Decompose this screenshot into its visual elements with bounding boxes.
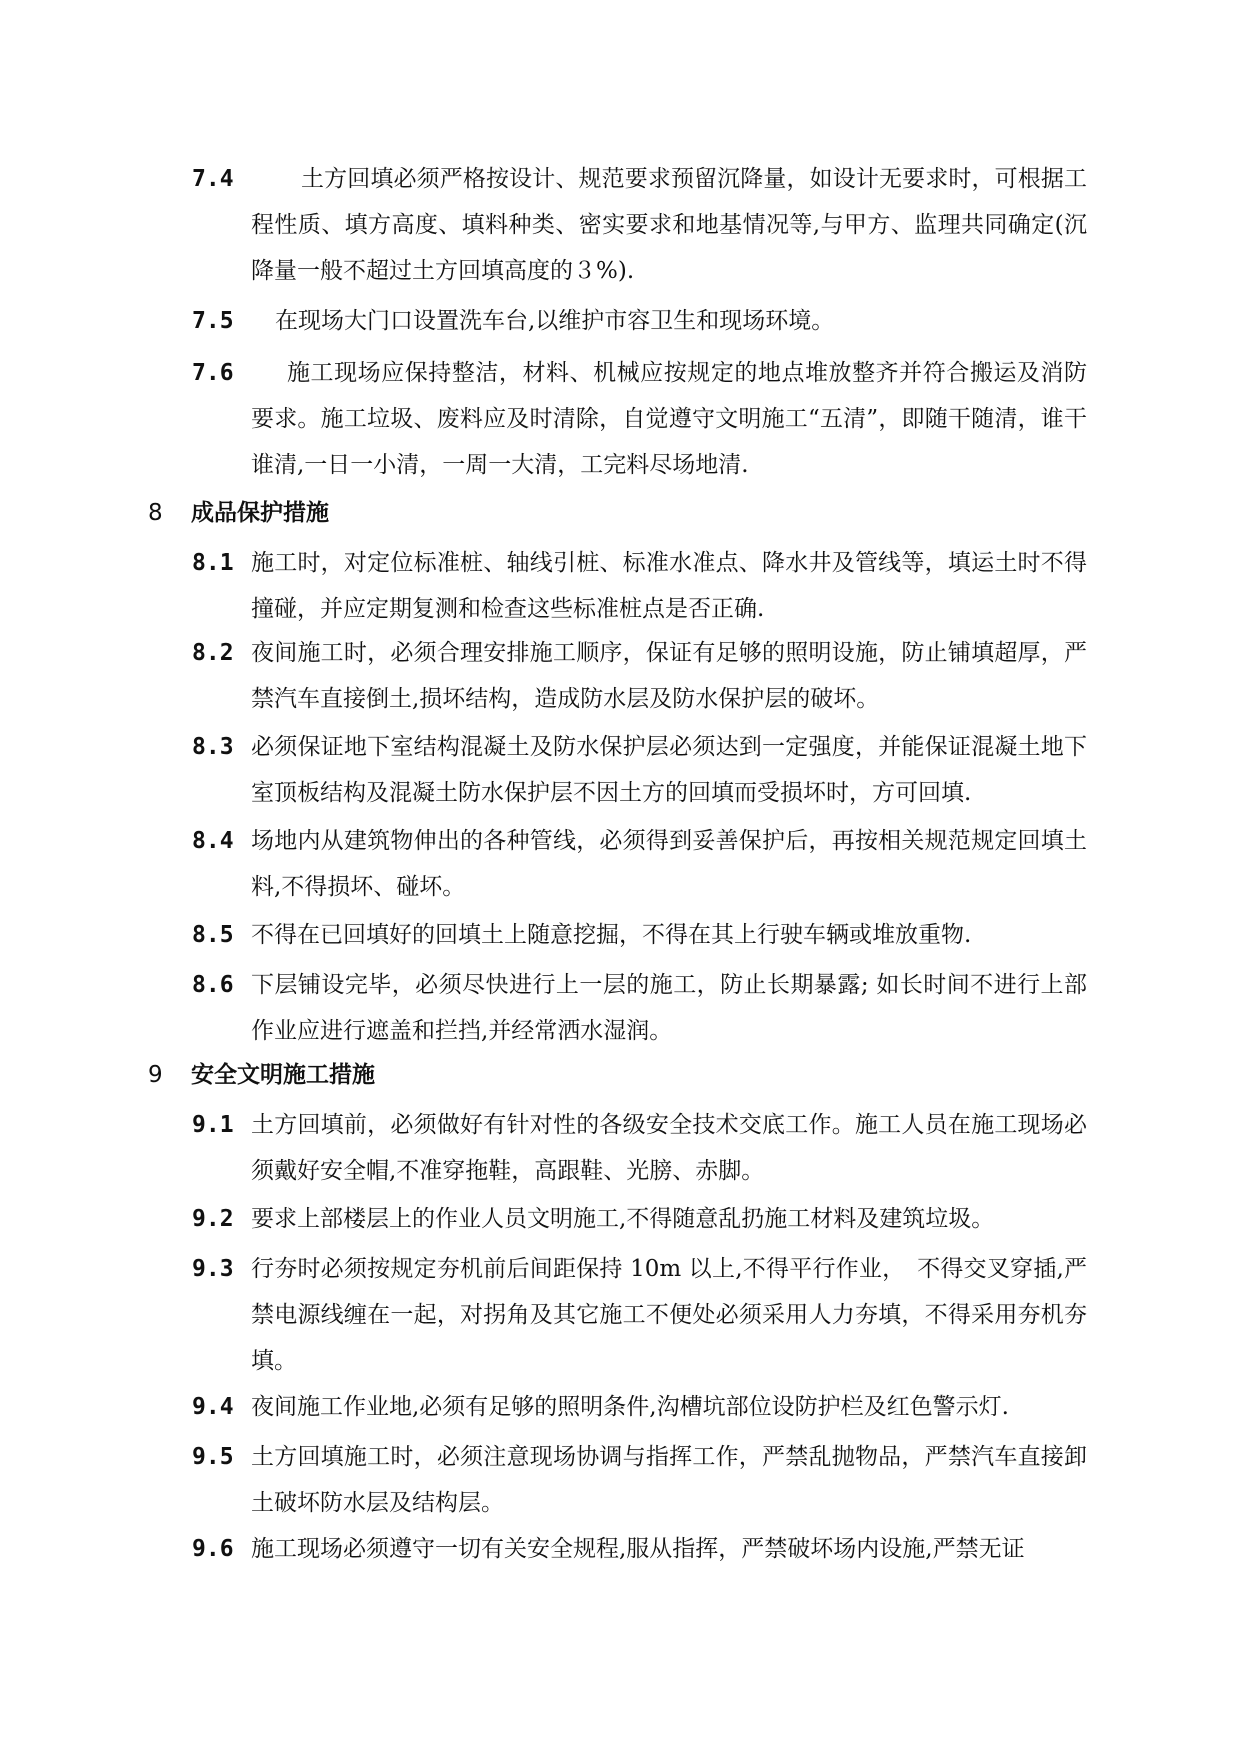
item-text: 场地内从建筑物伸出的各种管线，必须得到妥善保护后，再按相关规范规定回填土料,不得损坏、碰坏。 bbox=[251, 828, 1087, 900]
item-number: 8.4 bbox=[192, 828, 234, 854]
item-text: 夜间施工时，必须合理安排施工顺序，保证有足够的照明设施，防止铺填超厚，严禁汽车直接倒土,损坏结构，造成防水层及防水保护层的破坏。 bbox=[251, 640, 1087, 712]
item-number: 8.6 bbox=[192, 972, 234, 998]
section-number: 9 bbox=[148, 1062, 163, 1088]
item-text: 土方回填前，必须做好有针对性的各级安全技术交底工作。施工人员在施工现场必须戴好安全帽,不准穿拖鞋，高跟鞋、光膀、赤脚。 bbox=[251, 1112, 1087, 1184]
item-text: 行夯时必须按规定夯机前后间距保持 10m 以上,不得平行作业， 不得交叉穿插,严禁电源线缠在一起，对拐角及其它施工不便处必须采用人力夯填，不得采用夯机夯填。 bbox=[251, 1256, 1087, 1374]
section-title: 安全文明施工措施 bbox=[191, 1062, 375, 1088]
item-number: 8.5 bbox=[192, 922, 234, 948]
item-text: 不得在已回填好的回填土上随意挖掘，不得在其上行驶车辆或堆放重物. bbox=[251, 922, 972, 948]
item-text: 夜间施工作业地,必须有足够的照明条件,沟槽坑部位设防护栏及红色警示灯. bbox=[251, 1394, 1009, 1420]
item-number: 7.4 bbox=[192, 166, 234, 192]
item-text: 土方回填必须严格按设计、规范要求预留沉降量，如设计无要求时，可根据工程性质、填方高度、填料种类、密实要求和地基情况等,与甲方、监理共同确定(沉降量一般不超过土方回填高度的３%). bbox=[251, 166, 1087, 284]
item-text: 在现场大门口设置洗车台,以维护市容卫生和现场环境。 bbox=[275, 308, 835, 334]
item-number: 9.1 bbox=[192, 1112, 234, 1138]
item-number: 9.4 bbox=[192, 1394, 234, 1420]
item-number: 9.5 bbox=[192, 1444, 234, 1470]
item-number: 7.6 bbox=[192, 360, 234, 386]
section-number: 8 bbox=[148, 500, 163, 526]
item-text: 施工现场必须遵守一切有关安全规程,服从指挥，严禁破坏场内设施,严禁无证 bbox=[251, 1536, 1025, 1562]
item-text: 施工现场应保持整洁，材料、机械应按规定的地点堆放整齐并符合搬运及消防要求。施工垃圾、废料应及时清除，自觉遵守文明施工“五清”，即随干随清，谁干谁清,一日一小清，一周一大清，工完料尽场地清. bbox=[251, 360, 1087, 478]
item-number: 8.3 bbox=[192, 734, 234, 760]
item-text: 必须保证地下室结构混凝土及防水保护层必须达到一定强度，并能保证混凝土地下室顶板结构及混凝土防水保护层不因土方的回填而受损坏时，方可回填. bbox=[251, 734, 1087, 806]
section-title: 成品保护措施 bbox=[191, 500, 329, 526]
item-number: 9.6 bbox=[192, 1536, 234, 1562]
item-text: 土方回填施工时，必须注意现场协调与指挥工作，严禁乱抛物品，严禁汽车直接卸土破坏防水层及结构层。 bbox=[251, 1444, 1087, 1516]
item-number: 9.2 bbox=[192, 1206, 234, 1232]
item-number: 7.5 bbox=[192, 308, 234, 334]
item-text: 下层铺设完毕，必须尽快进行上一层的施工，防止长期暴露; 如长时间不进行上部作业应进行遮盖和拦挡,并经常洒水湿润。 bbox=[251, 972, 1087, 1044]
item-text: 要求上部楼层上的作业人员文明施工,不得随意乱扔施工材料及建筑垃圾。 bbox=[251, 1206, 995, 1232]
item-number: 8.2 bbox=[192, 640, 234, 666]
item-text: 施工时，对定位标准桩、轴线引桩、标准水准点、降水井及管线等，填运土时不得撞碰，并应定期复测和检查这些标准桩点是否正确. bbox=[251, 550, 1087, 622]
item-number: 9.3 bbox=[192, 1256, 234, 1282]
item-number: 8.1 bbox=[192, 550, 234, 576]
